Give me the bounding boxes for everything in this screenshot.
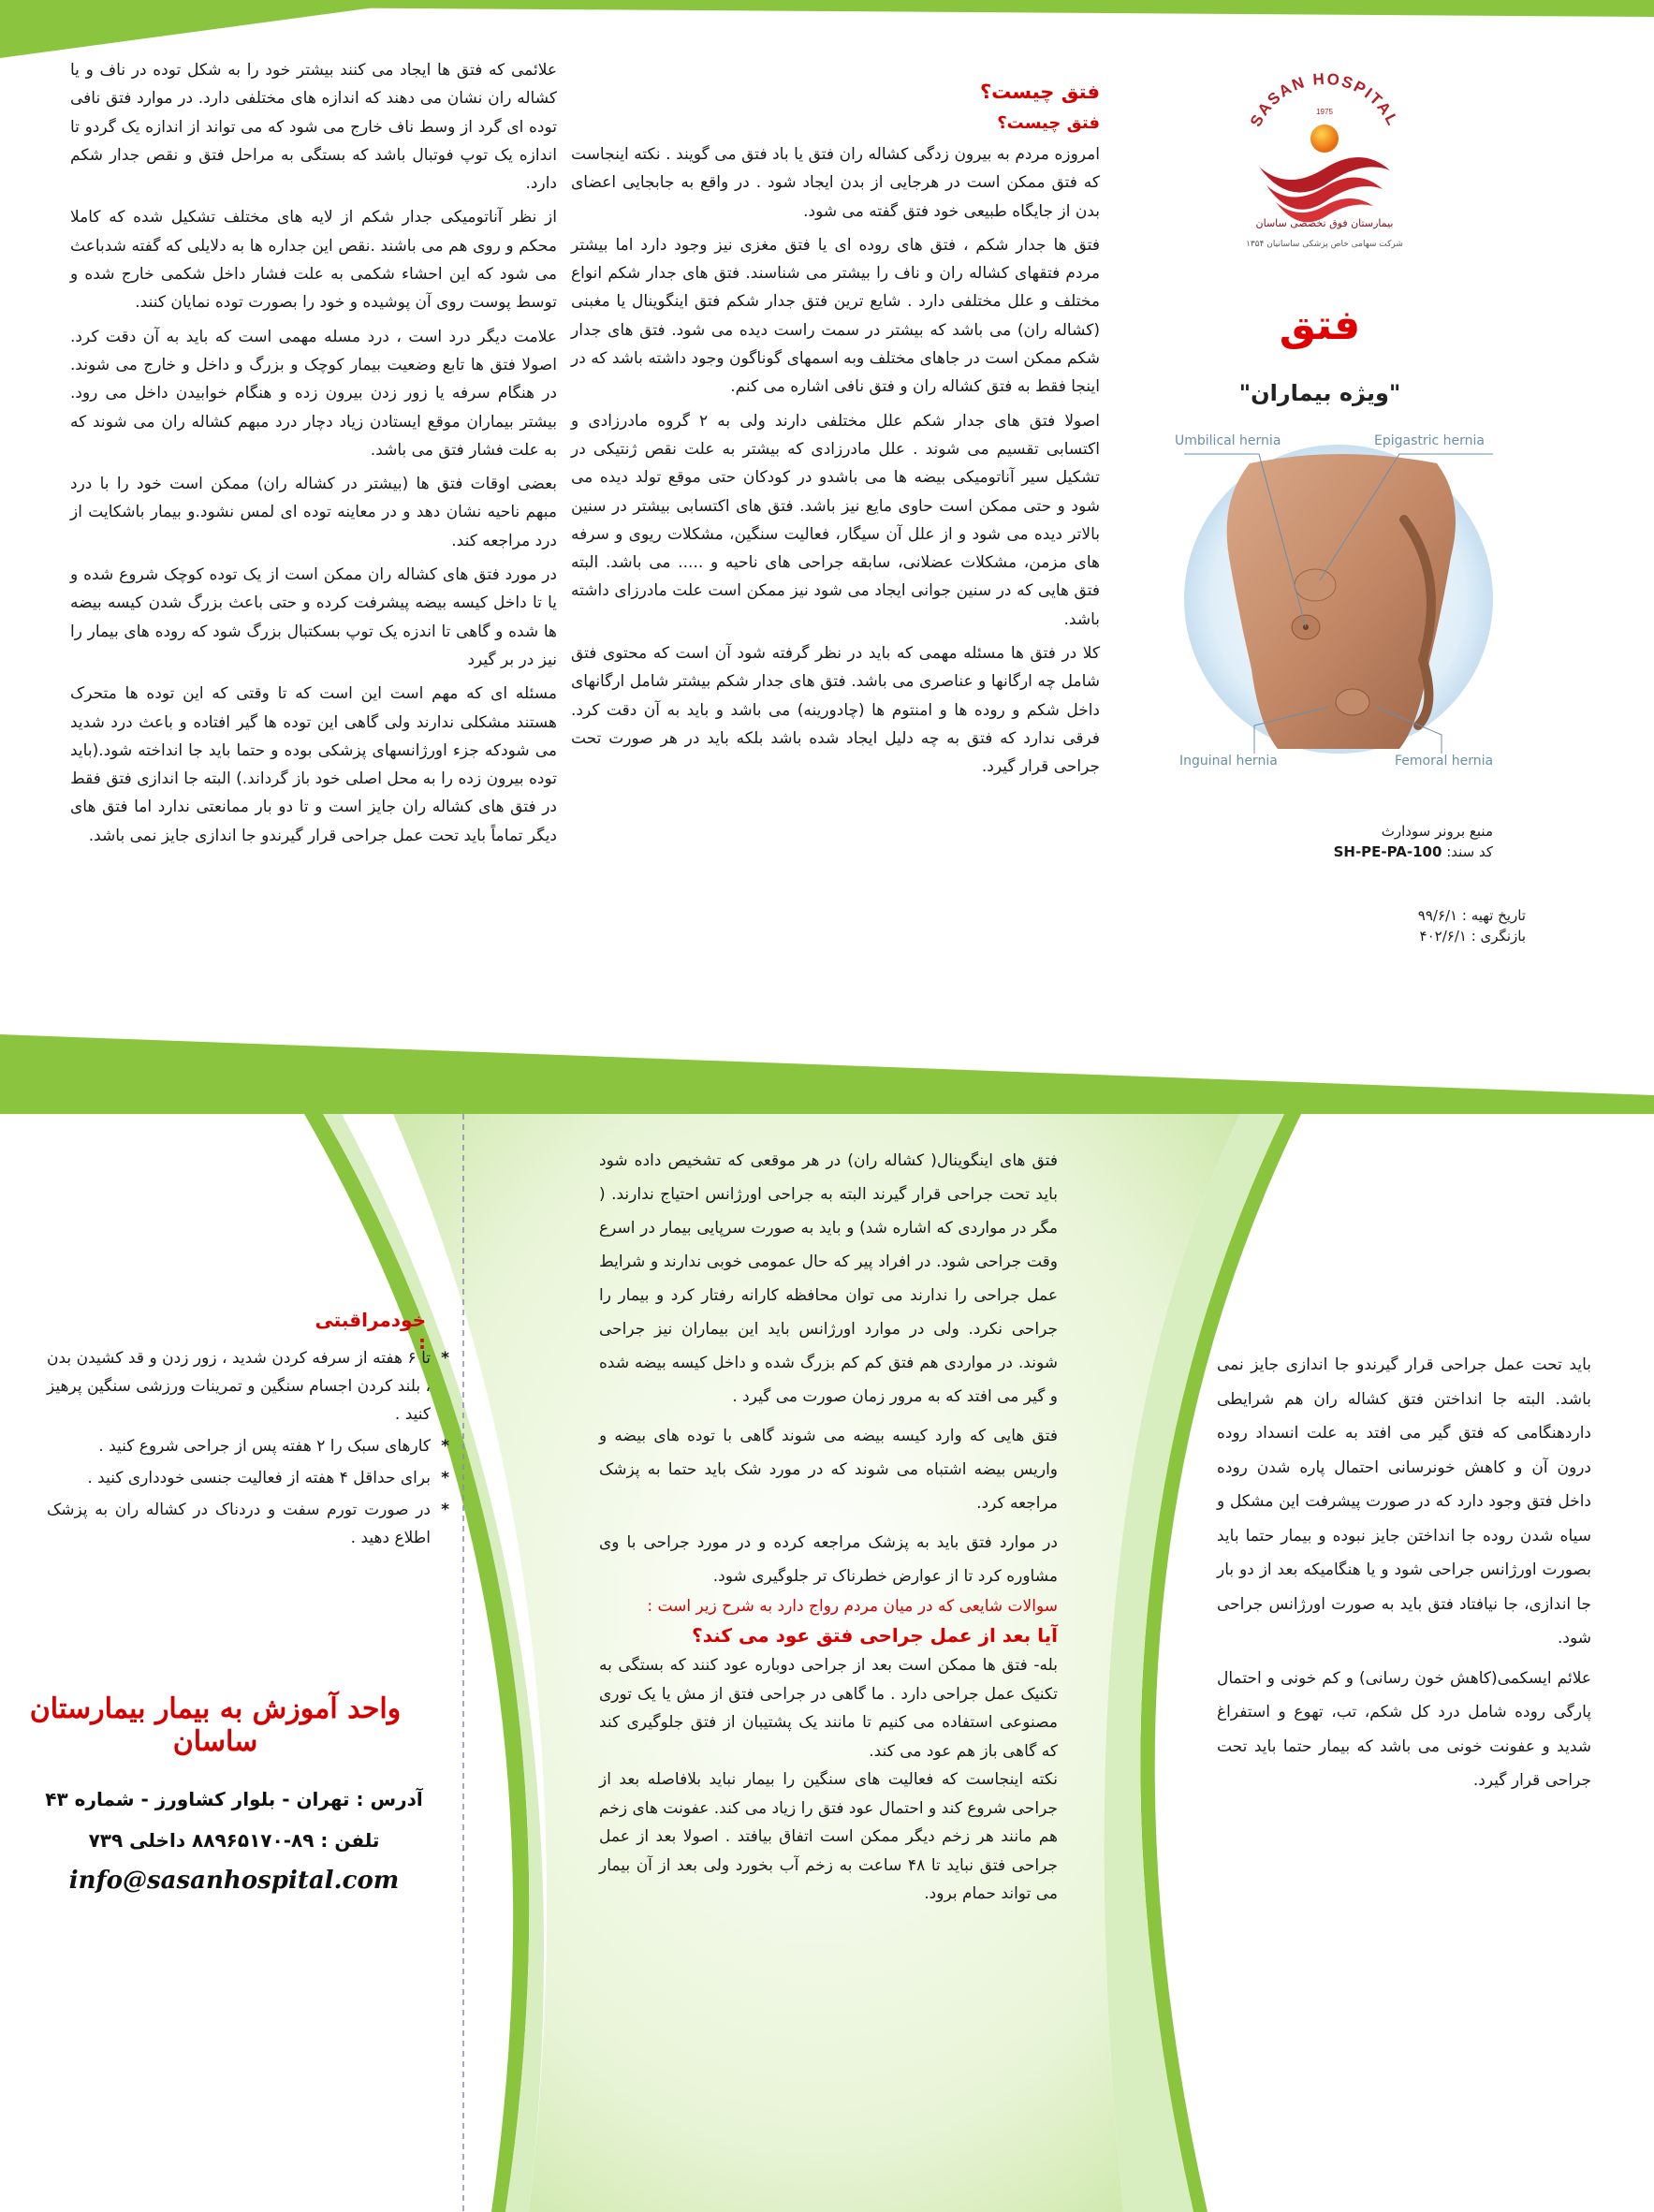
what-is-heading-2: فتق چیست؟	[997, 113, 1100, 133]
inguinal-section	[599, 1144, 1058, 1914]
sasan-hospital-logo	[1231, 66, 1418, 262]
inguinal-paragraph: فتق های اینگوینال( کشاله ران) در هر موقعی که تشخیص داده شود باید تحت جراحی قرار گیرند البته به جراحی اورژانس احتیاج ندارند. ( مگر در مواردی که اشاره شد) و باید به صورت سرپایی بیمار در اسرع وقت جراحی شود. در افراد پیر که حال عمومی خوبی ندارند و شرایط عمل جراحی را ندارند می توان محافظه کارانه رفتار کرد و بیمار را جراحی نکرد. ولی در موارد اورژانس باید این بیماران نیز جراحی شوند. در مواردی هم فتق کم کم بزرگ شده و داخل کیسه بیضه شده و گیر می افتد که به مرور زمان صورت می گیرد .	[599, 1151, 1058, 1406]
selfcare-item: * برای حداقل ۴ هفته از فعالیت جنسی خودداری کنید .	[47, 1464, 431, 1492]
doc-code-row	[1245, 842, 1493, 862]
inguinal-paragraph: فتق هایی که وارد کیسه بیضه می شوند گاهی با توده های بیضه و واریس بیضه اشتباه می شوند که در مورد شک باید حتما به پزشک مراجعه کرد.	[599, 1427, 1058, 1513]
label-inguinal-hernia: Inguinal hernia	[1179, 754, 1278, 769]
logo-company-name: شرکت سهامی خاص پزشکی ساسانیان	[1266, 240, 1403, 249]
document-dates	[1292, 905, 1526, 946]
question-intro: سوالات شایعی که در میان مردم رواج دارد به شرح زیر است :	[647, 1597, 1058, 1616]
signs-section	[70, 56, 557, 856]
signs-paragraph: از نظر آناتومیکی جدار شکم از لایه های مختلف تشکیل شده که کاملا محکم و روی هم می باشند .نقص این جداره ها به دلایلی که گفته شدباعث می شود که این احشاء شکمی به علت فشار داخل شکمی خارج شده و توسط پوست روی آن پوشیده و خود را بصورت توده نمایان کنند.	[70, 208, 557, 313]
source-text: منبع برونر سودارث	[1381, 823, 1493, 840]
cover-title: فتق	[1279, 301, 1361, 349]
logo-brand-en: SASAN HOSPITAL	[1246, 69, 1403, 130]
doc-code-label: کد سند:	[1446, 843, 1493, 860]
selfcare-title: خودمراقبتی :	[315, 1309, 426, 1354]
cover-subtitle: "ویژه بیماران"	[1238, 380, 1401, 406]
signs-paragraph: مسئله ای که مهم است این است که تا وقتی که این توده ها متحرک هستند مشکلی ندارند ولی گاهی این توده ها گیر افتاده و باعث درد شدید می شودکه جزء اورژانسهای پزشکی بوده و حتما باید جا انداخته شود.(باید توده بیرون زده را به محل اصلی خود باز گرداند.) البته جا اندازی فتق فقط در فتق های کشاله ران جایز است و تا دو بار ممانعتی ندارد اما فتق های دیگر تماماً باید تحت عمل جراحی قرار گیرندو جا اندازی جایز نمی باشد.	[70, 684, 557, 845]
signs-paragraph: علائمی که فتق ها ایجاد می کنند بیشتر خود را به شکل توده در ناف و یا کشاله ران نشان می دهند که اندازه های مختلفی دارد. در موارد فتق نافی توده ای گرد از وسط ناف خارج می شود که می تواند از اندازه یک گردو تا اندازه یک توپ فوتبال باشد که بستگی به مراحل فتق و نقص جدار شکم دارد.	[70, 61, 557, 194]
label-femoral-hernia: Femoral hernia	[1395, 754, 1494, 769]
phone: تلفن : ۸۹-۸۸۹۶۵۱۷۰ داخلی ۷۳۹	[88, 1829, 380, 1852]
recurrence-question: آیا بعد از عمل جراحی فتق عود می کند؟	[692, 1624, 1058, 1647]
label-epigastric-hernia: Epigastric hernia	[1374, 433, 1486, 448]
what-is-paragraph: فتق ها جدار شکم ، فتق های روده ای یا فتق مغزی نیز وجود دارد اما بیشتر مردم فتقهای کشاله ران و ناف را بیشتر می شناسند. فتق های جدار شکم انواع مختلف و علل مختلفی دارد . شایع ترین فتق جدار شکم فتق اینگوینال یا مغبنی (کشاله ران) می باشد که بیشتر در سمت راست دیده می شود. فتق های جدار شکم ممکن است در جاهای مختلف وبه اسمهای گوناگون وجود داشته باشد که در اینجا فقط به فتق کشاله ران و فتق نافی اشاره می کنم.	[571, 235, 1100, 397]
logo-year: ۱۳۵۴	[1246, 240, 1265, 249]
logo-brand-fa: بیمارستان فوق تخصصی ساسان	[1255, 217, 1394, 229]
signs-paragraph: علامت دیگر درد است ، درد مسله مهمی است که باید به آن دقت کرد. اصولا فتق ها تابع وضعیت بیمار کوچک و بزرگ و داخل و خارج می شوند. در هنگام سرفه یا زور زدن بیرون زده و هنگام خوابیدن داخل می رود. بیشتر بیماران موقع ایستادن زیاد دچار درد مبهم کشاله ران می شوند که به علت فشار فتق می باشد.	[70, 327, 557, 460]
logo-company-fa	[1236, 240, 1413, 250]
svg-text:SASAN HOSPITAL	[1247, 70, 1402, 130]
what-is-heading-1: فتق چیست؟	[979, 81, 1100, 103]
email-link[interactable]: info@sasanhospital.com	[68, 1867, 400, 1895]
signs-paragraph: در مورد فتق های کشاله ران ممکن است از یک توده کوچک شروع شده و یا تا داخل کیسه بیضه پیشرفت کرده و حتی باعث بزرگ شدن کیسه بیضه ها شده و گاهی تا اندزه یک توپ بسکتبال بزرگ شود که روده های بیمار را نیز در بر گیرد	[70, 565, 557, 669]
review-date: بازنگری : ۴۰۲/۶/۱	[1419, 928, 1526, 945]
inguinal-paragraph: در موارد فتق باید به پزشک مراجعه کرده و در مورد جراحی با وی مشاوره کرد تا از عوارض خطرناک تر جلوگیری شود.	[599, 1533, 1058, 1586]
education-unit-title: واحد آموزش به بیمار بیمارستان ساسان	[29, 1692, 402, 1758]
what-is-paragraph: اصولا فتق های جدار شکم علل مختلفی دارند ولی به ۲ گروه مادرزادی و اکتسابی تقسیم می شوند . علل مادرزادی که بیشتر به علت نقص ژنتیکی در تشکیل سیر آناتومیکی بیضه ها می باشدو در کودکان حتی موقع تولد دیده می شود و حتی ممکن است حاوی مایع نیز باشد. فتق های اکتسابی بیشتر در سنین بالاتر دیده می شود و از علل آن سیگار، فعالیت سنگین، مشکلات ریوی و سرفه های مزمن، مشکلات عضلانی، سابقه جراحی های ناحیه و ..... می باشد. البته فتق هایی که در سنین جوانی ایجاد می شود نیز ممکن است علت مادرزای داشته باشد.	[571, 411, 1100, 629]
answer-paragraph: بله- فتق ها ممکن است بعد از جراحی دوباره عود کنند که بستگی به تکنیک عمل جراحی دارد . ما گاهی در جراحی فتق از مش یا یک توری مصنوعی استفاده می کنیم تا مانند یک پشتیبان از فتق جلوگیری کند که گاهی باز هم عود می کند.	[599, 1656, 1058, 1761]
selfcare-item: * تا ۶ هفته از سرفه کردن شدید ، زور زدن و قد کشیدن بدن ، بلند کردن اجسام سنگین و تمرینات ورزشی سنگین پرهیز کنید .	[47, 1344, 431, 1428]
surgery-paragraph: علائم ایسکمی(کاهش خون رسانی) و کم خونی و احتمال پارگی روده شامل درد کل شکم، تب، تهوع و استفراغ شدید و عفونت خونی می باشد که بیمار حتما باید تحت جراحی قرار گیرد.	[1217, 1668, 1591, 1790]
selfcare-item: * کارهای سبک را ۲ هفته پس از جراحی شروع کنید .	[47, 1432, 431, 1460]
doc-code: SH-PE-PA-100	[1333, 843, 1442, 860]
selfcare-item: * در صورت تورم سفت و دردناک در کشاله ران به پزشک اطلاع دهید .	[47, 1496, 431, 1552]
selfcare-list	[47, 1344, 451, 1556]
prep-date: تاریخ تهیه : ۹۹/۶/۱	[1417, 907, 1526, 924]
answer-paragraph: نکته اینجاست که فعالیت های سنگین را بیمار نباید بلافاصله بعد از جراحی شروع کند و احتمال عود فتق را زیاد می کند. عفونت های زخم هم مانند هر زخم دیگر ممکن است اتفاق بیافتد . اصولا بعد از عمل جراحی فتق نباید تا ۴۸ ساعت به زخم آب بخورد ولی بعد از آن بیمار می تواند حمام برود.	[599, 1770, 1058, 1903]
address: آدرس : تهران - بلوار کشاورز - شماره ۴۳	[45, 1788, 423, 1810]
hernia-diagram	[1165, 426, 1512, 782]
signs-paragraph: بعضی اوقات فتق ها (بیشتر در کشاله ران) ممکن است خود را با درد مبهم ناحیه نشان دهد و در معاینه توده ای لمس نشود.و بیمار باشکایت از درد مراجعه کند.	[70, 475, 557, 550]
what-is-hernia-section	[571, 79, 1100, 787]
label-umbilical-hernia: Umbilical hernia	[1175, 433, 1281, 448]
what-is-paragraph: کلا در فتق ها مسئله مهمی که باید در نظر گرفته شود آن است که محتوی فتق شامل چه ارگانها و عناصری می باشد. فتق های جدار شکم بیشتر شامل ارگانهای داخل شکم و روده ها و امنتوم ها (چادورینه) می باشد و باید به آن دقت کرد. فرقی ندارد که فتق به چه دلیل ایجاد شده باشد بلکه باید در هر صورت تحت جراحی قرار گیرد.	[571, 644, 1100, 777]
surgery-section	[1217, 1348, 1591, 1804]
what-is-paragraph: امروزه مردم به بیرون زدگی کشاله ران فتق یا باد فتق می گویند . نکته اینجاست که فتق ممکن است در هرجایی از بدن ایجاد شود . در واقع به جابجایی اعضای بدن از جایگاه طبیعی خود فتق گفته می شود.	[571, 145, 1100, 221]
surgery-paragraph: باید تحت عمل جراحی قرار گیرندو جا اندازی جایز نمی باشد. البته جا انداختن فتق کشاله ران هم شرایطی داردهنگامی که فتق گیر می افتد به علت انسداد روده درون آن و کاهش خونرسانی احتمال پاره شدن روده داخل فتق وجود دارد که در صورت پیشرفت این مشکل و سیاه شدن روده جا انداختن جایز نبوده و بیمار حتما باید بصورت اورژانس جراحی شود و یا هنگامیکه بعد از دو بار جا اندازی، جا نیافتاد فتق باید به صورت اورژانس جراحی شود.	[1217, 1355, 1591, 1648]
document-meta	[1245, 821, 1493, 862]
logo-since: 1975	[1316, 108, 1333, 116]
